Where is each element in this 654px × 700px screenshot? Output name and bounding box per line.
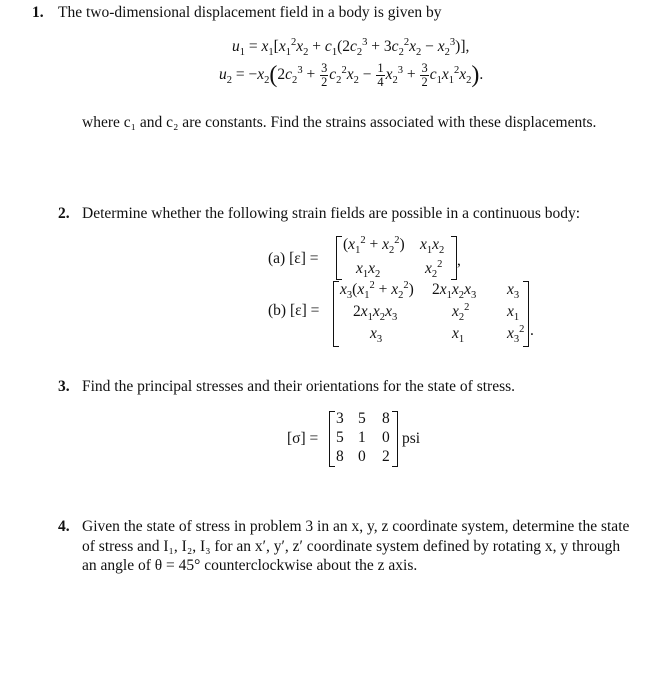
stress-cell: 0 bbox=[382, 429, 390, 446]
matrix-a-comma: , bbox=[457, 252, 461, 269]
stress-units: psi bbox=[402, 430, 421, 447]
matrix-a-cell: $x_1x_2$ bbox=[420, 236, 445, 257]
equation-u1: $u_1 = x_1[x_1^2x_2 + c_1(2c_2^3 + 3c_2^2x_2 - x_2^3)]$, bbox=[232, 36, 470, 59]
problem-4-line-1: Given the state of stress in problem 3 in an x, y, z coordinate system, determine the state bbox=[82, 518, 630, 535]
matrix-b-cell: $2x_1x_2x_3$ bbox=[353, 303, 398, 324]
matrix-b-cell: $x_3(x_1^2 + x_2^2)$ bbox=[340, 279, 414, 302]
stress-cell: 1 bbox=[358, 429, 366, 446]
problem-2-prompt: Determine whether the following strain fields are possible in a continuous body: bbox=[82, 205, 581, 222]
matrix-b-period: . bbox=[530, 322, 534, 339]
matrix-a-left-bracket bbox=[336, 236, 342, 280]
matrix-b-cell: $2x_1x_2x_3$ bbox=[432, 281, 477, 302]
stress-cell: 8 bbox=[336, 448, 344, 465]
problem-1-prompt: The two-dimensional displacement field in a body is given by bbox=[58, 4, 442, 21]
matrix-b-cell: $x_2^2$ bbox=[452, 301, 470, 324]
problem-4-line-2: of stress and I₁, I₂, I₃ for an x′, y′, z′ coordinate system defined by rotating x, y through bbox=[82, 538, 621, 555]
stress-cell: 8 bbox=[382, 410, 390, 427]
stress-matrix-right-bracket bbox=[392, 411, 398, 467]
problem-4-number: 4. bbox=[58, 518, 70, 535]
problem-1-closing: where c₁ and c₂ are constants. Find the strains associated with these displacements. bbox=[82, 114, 597, 131]
stress-label: [σ] = bbox=[287, 430, 319, 447]
matrix-a-cell: $x_2^2$ bbox=[425, 258, 443, 281]
problem-2-number: 2. bbox=[58, 205, 70, 222]
stress-cell: 0 bbox=[358, 448, 366, 465]
problem-4-line-3: an angle of θ = 45° counterclockwise about the z axis. bbox=[82, 557, 418, 574]
problem-3-prompt: Find the principal stresses and their orientations for the state of stress. bbox=[82, 378, 516, 395]
stress-cell: 5 bbox=[358, 410, 366, 427]
matrix-a-cell: $(x_1^2 + x_2^2)$ bbox=[343, 234, 405, 257]
matrix-b-cell: $x_3$ bbox=[507, 281, 520, 302]
problem-1-number: 1. bbox=[32, 4, 44, 21]
matrix-b-cell: $x_3^2$ bbox=[507, 323, 525, 346]
matrix-b-right-bracket bbox=[523, 281, 529, 347]
matrix-b-cell: $x_1$ bbox=[507, 303, 520, 324]
stress-cell: 2 bbox=[382, 448, 390, 465]
strain-b-label: (b) [ε] = bbox=[268, 302, 320, 319]
matrix-a-cell: $x_1x_2$ bbox=[356, 260, 381, 281]
matrix-b-left-bracket bbox=[333, 281, 339, 347]
stress-matrix-left-bracket bbox=[329, 411, 335, 467]
matrix-b-cell: $x_3$ bbox=[370, 325, 383, 346]
problem-3-number: 3. bbox=[58, 378, 70, 395]
matrix-b-cell: $x_1$ bbox=[452, 325, 465, 346]
stress-cell: 5 bbox=[336, 429, 344, 446]
equation-u2: $u_2 = -x_2(2c_2^3$ + $\frac{3}{2}$ $c_2^2x_2$ − $\frac{1}{4}$ $x_2^3$ + $\frac{3}{2}$ $c_1x_1^2x_2$). bbox=[219, 61, 484, 90]
stress-cell: 3 bbox=[336, 410, 344, 427]
strain-a-label: (a) [ε] = bbox=[268, 250, 319, 267]
